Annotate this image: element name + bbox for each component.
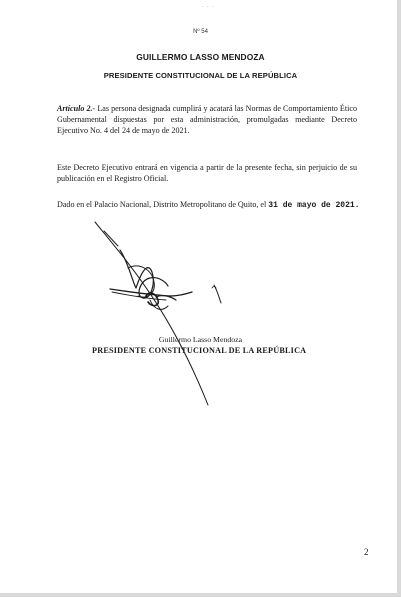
decree-number: Nº 54 xyxy=(193,29,208,35)
given-date-stamp: 31 de mayo de 2021. xyxy=(268,201,360,210)
article-text: Las persona designada cumplirá y acatará las Normas de Comportamiento Ético Gubernamental dispuestas por esta administración, promulgadas mediante Decreto Ejecutivo No. 4 del 24 de mayo de 2021. xyxy=(57,104,357,135)
page-number: 2 xyxy=(364,547,369,557)
page-edge-right xyxy=(397,0,401,597)
signer-name: Guillermo Lasso Mendoza xyxy=(158,335,243,344)
page-edge-bottom xyxy=(0,593,401,597)
given-at-text: Dado en el Palacio Nacional, Distrito Metropolitano de Quito, el xyxy=(57,200,267,209)
decree-validity-paragraph: Este Decreto Ejecutivo entrará en vigencia a partir de la presente fecha, sin perjuicio de su publicación en el Registro Oficial. xyxy=(57,163,357,183)
president-name-heading: GUILLERMO LASSO MENDOZA xyxy=(136,52,265,62)
president-title-heading: PRESIDENTE CONSTITUCIONAL DE LA REPÚBLICA xyxy=(103,71,298,80)
scan-marks: · · · xyxy=(202,4,215,10)
article-label: Artículo 2.- xyxy=(57,104,96,113)
given-at-paragraph xyxy=(57,199,377,211)
article-2-paragraph xyxy=(57,103,357,136)
signer-role: PRESIDENTE CONSTITUCIONAL DE LA REPÚBLICA xyxy=(92,346,307,355)
